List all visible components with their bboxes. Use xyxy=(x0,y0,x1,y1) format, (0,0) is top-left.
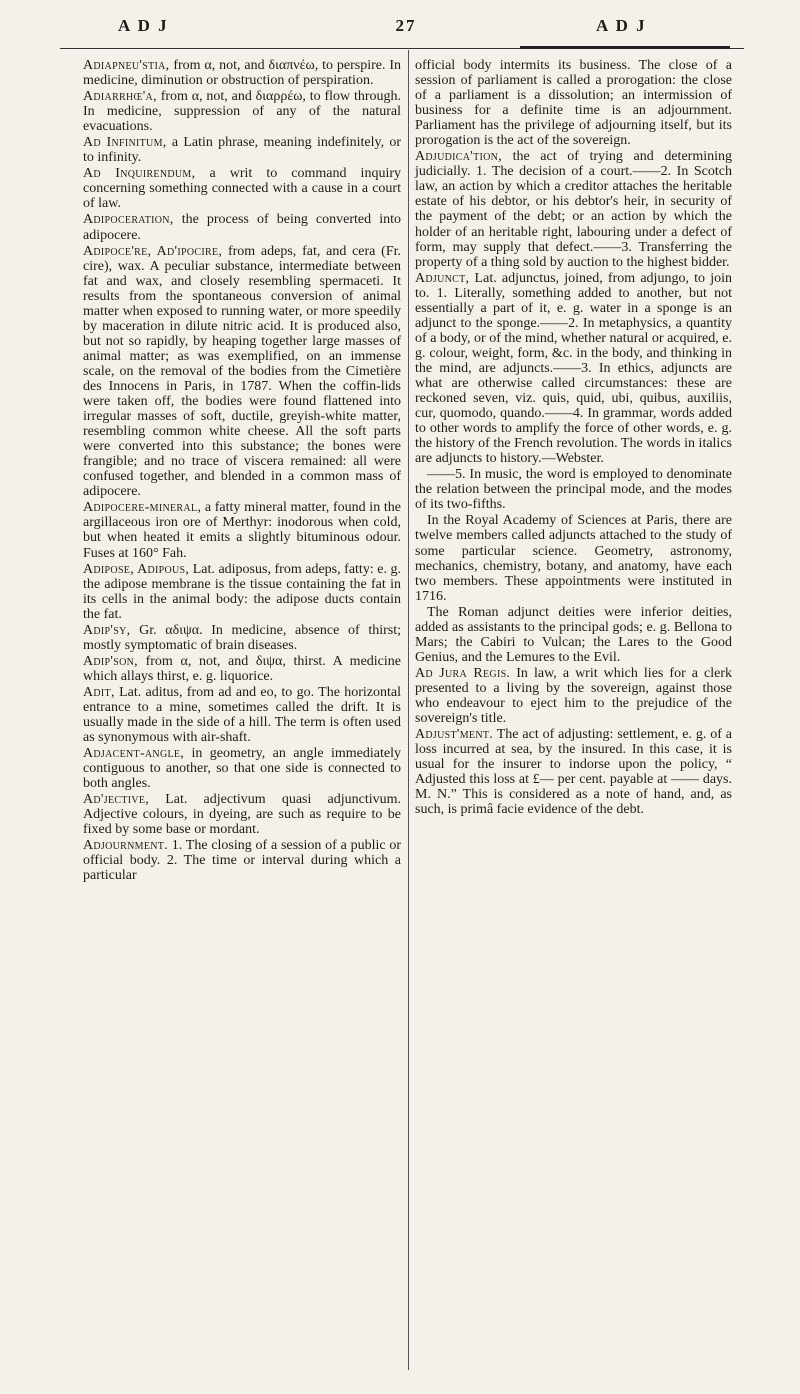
entry-headword: Adjacent-angle, xyxy=(83,746,185,762)
dictionary-entry xyxy=(83,166,401,211)
entry-headword: Adipocere-mineral, xyxy=(83,500,202,516)
entry-definition: Lat. adjectivum quasi adjunctivum. Adjective colours, in dyeing, are such as require to be fixed by some base or mordant. xyxy=(83,792,401,838)
entry-definition: Lat. adiposus, from adeps, fatty: e. g. the adipose membrane is the tissue containing the fat in its cells in the animal body: the adipose ducts contain the fat. xyxy=(83,561,401,622)
entry-definition: In the Royal Academy of Sciences at Paris, there are twelve members called adjuncts attached to the study of some particular science. Geometry, astronomy, mechanics, chemistry, botany, and anatomy, have each two members. These appointments were instituted in 1716. xyxy=(415,513,732,604)
entry-definition: In law, a writ which lies for a clerk presented to a living by the sovereign, against those who endeavour to eject him to the prejudice of the sovereign's title. xyxy=(415,665,732,727)
entry-headword: Ad Infinitum, xyxy=(83,135,167,151)
dictionary-entry xyxy=(83,654,401,684)
entry-headword: Ad Inquirendum, xyxy=(83,166,196,182)
entry-headword: Adipose, Adipous, xyxy=(83,561,190,577)
entry-definition: from adeps, fat, and cera (Fr. cire), wax. A peculiar substance, intermediate between fat and wax, and closely resembling spermaceti. It results from the spontaneous conversion of animal matter when exposed to running water, or more speedily by maceration in dilute nitric acid. It is produced also, but not so rapidly, by heaping together large masses of animal matter; as was exemplified, on an immense scale, on the removal of the bodies from the Cimetière des Innocens in Paris, in 1787. When the coffin-lids were taken off, the bodies were found flattened into irregular masses of soft, ductile, greyish-white matter, resembling common white cheese. All the soft parts were converted into this substance; the bones were frangible; and no trace of viscera remained: all were confused together, and blended in a common mass of adipocere. xyxy=(83,243,401,500)
entry-definition: in geometry, an angle immediately contiguous to another, so that one side is connected to both angles. xyxy=(83,746,401,792)
dictionary-entry xyxy=(83,135,401,165)
left-column xyxy=(83,58,401,885)
column-divider xyxy=(408,50,409,1370)
entry-definition: official body intermits its business. The close of a session of parliament is called a prorogation: the close of a parliament is a dissolution; an intermission of business for a definite time is an adjournment. Parliament has the privilege of adjourning itself, but its prorogation is the act of the sovereign. xyxy=(415,58,732,149)
entry-definition: the process of being converted into adipocere. xyxy=(83,212,401,243)
entry-definition: a fatty mineral matter, found in the argillaceous iron ore of Merthyr: inodorous when cold, but when heated it emits a slightly bituminous odour. Fuses at 160° Fah. xyxy=(83,500,401,561)
dictionary-entry xyxy=(415,513,732,603)
entry-headword: Adjunct, xyxy=(415,270,470,286)
dictionary-entry xyxy=(415,271,732,467)
entry-headword: Adiapneu'stia, xyxy=(83,58,170,73)
dictionary-entry xyxy=(83,792,401,837)
dictionary-entry xyxy=(415,149,732,269)
entry-definition: from α, not, and διαρρέω, to flow through. In medicine, suppression of any of the natural evacuations. xyxy=(83,89,401,135)
entry-headword: Adjust'ment. xyxy=(415,727,494,743)
page-number: 27 xyxy=(395,16,417,35)
entry-headword: Adjournment. xyxy=(83,838,168,854)
entry-definition: The act of adjusting: settlement, e. g. of a loss incurred at sea, by the insured. In this case, it is usual for the insurer to indorse upon the policy, “ Adjusted this loss at £— per cent. payable at —— days. M. N.” This is considered as a note of hand, and, as such, is primâ facie evidence of the debt. xyxy=(415,727,732,818)
entry-definition: The Roman adjunct deities were inferior deities, added as assistants to the principal gods; e. g. Bellona to Mars; the Cabiri to Vulcan; the Lares to the Good Genius, and the Lemures to the Evil. xyxy=(415,604,732,665)
dictionary-entry xyxy=(83,58,401,88)
dictionary-entry xyxy=(415,605,732,665)
entry-headword: Adjudica'tion, xyxy=(415,149,502,165)
entry-definition: ——5. In music, the word is employed to denominate the relation between the principal mode, and the modes of its two-fifths. xyxy=(415,467,732,513)
dictionary-entry xyxy=(415,666,732,726)
entry-headword: Ad'jective, xyxy=(83,792,150,808)
dictionary-entry xyxy=(415,58,732,148)
dictionary-entry xyxy=(83,212,401,242)
dictionary-entry xyxy=(83,685,401,745)
entry-headword: Adipoce're, Ad'ipocire, xyxy=(83,243,223,259)
entry-definition: the act of trying and determining judicially. 1. The decision of a court.——2. In Scotch law, an action by which a creditor attaches the heritable estate of his debtor, or his debtor's heir, in security of the payment of the debt; or an action by which the holder of an heritable right, labouring under a defect of form, may supply that defect.——3. Transferring the property of a thing sold by auction to the highest bidder. xyxy=(415,149,732,270)
header-rule-thick xyxy=(520,46,730,49)
running-head-right: A D J xyxy=(596,16,647,35)
entry-headword: Adit, xyxy=(83,684,115,700)
entry-definition: from α, not, and διψα, thirst. A medicine which allays thirst, e. g. liquorice. xyxy=(83,653,401,684)
entry-headword: Adipoceration, xyxy=(83,212,174,228)
entry-definition: a writ to command inquiry concerning something connected with a cause in a court of law. xyxy=(83,166,401,212)
dictionary-entry xyxy=(83,244,401,500)
running-head-left: A D J xyxy=(118,16,169,35)
dictionary-entry xyxy=(83,562,401,622)
entry-headword: Adiarrhœ'a, xyxy=(83,89,157,105)
dictionary-entry xyxy=(83,838,401,883)
entry-definition: Lat. aditus, from ad and eo, to go. The horizontal entrance to a mine, sometimes called the drift. It is usually made in the side of a hill. The term is often used as synonymous with air-shaft. xyxy=(83,684,401,746)
dictionary-entry xyxy=(415,467,732,512)
entry-definition: Gr. αδιψα. In medicine, absence of thirst; mostly symptomatic of brain diseases. xyxy=(83,622,401,653)
right-column xyxy=(415,58,732,818)
dictionary-entry xyxy=(83,89,401,134)
dictionary-entry xyxy=(83,500,401,560)
dictionary-entry xyxy=(415,727,732,817)
entry-definition: 1. The closing of a session of a public or official body. 2. The time or interval during which a particular xyxy=(83,838,401,884)
entry-headword: Ad Jura Regis. xyxy=(415,665,511,681)
entry-definition: Lat. adjunctus, joined, from adjungo, to join to. 1. Literally, something added to another, but not essentially a part of it, e. g. water in a sponge is an adjunct to the sponge.——2. In metaphysics, a quantity of a body, or of the mind, whether natural or acquired, e. g. colour, weight, form, &c. in the body, and thinking in the mind, are adjuncts.——3. In ethics, adjuncts are what are otherwise called circumstances: these are reckoned seven, viz. quis, quid, ubi, quibus, auxiliis, cur, quomodo, quando.——4. In grammar, words added to other words to amplify the force of other words, e. g. the history of the French revolution. The words in italics are adjuncts to history.—Webster. xyxy=(415,270,732,467)
entry-definition: from α, not, and διαπνέω, to perspire. In medicine, diminution or obstruction of perspiration. xyxy=(83,58,401,89)
entry-definition: a Latin phrase, meaning indefinitely, or to infinity. xyxy=(83,135,402,166)
dictionary-entry xyxy=(83,746,401,791)
entry-headword: Adip'son, xyxy=(83,653,138,669)
dictionary-entry xyxy=(83,623,401,653)
entry-headword: Adip'sy, xyxy=(83,622,131,638)
